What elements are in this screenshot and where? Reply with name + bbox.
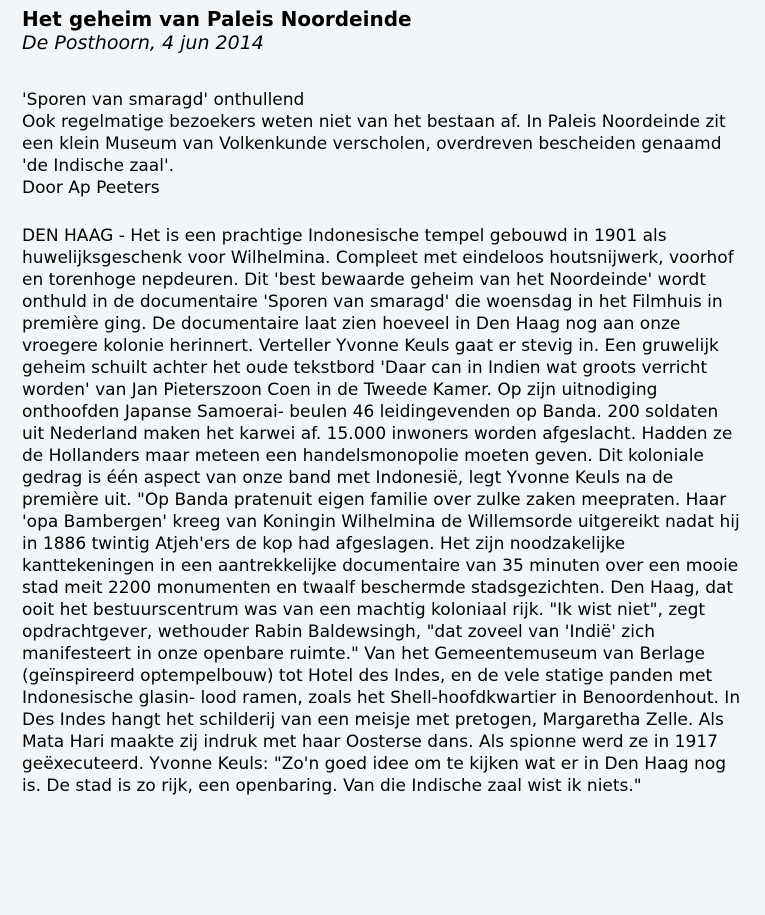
article-body: DEN HAAG - Het is een prachtige Indonesische tempel gebouwd in 1901 als huwelijksgeschenk voor Wilhelmina. Compleet met eindeloos houtsnijwerk, voorhof en torenhoge nepdeuren. Dit 'best bewaarde geheim van het Noordeinde' wordt onthuld in de documentaire 'Sporen van smaragd' die woensdag in het Filmhuis in première ging. De documentaire laat zien hoeveel in Den Haag nog aan onze vroegere kolonie herinnert. Verteller Yvonne Keuls gaat er stevig in. Een gruwelijk geheim schuilt achter het oude tekstbord 'Daar can in Indien wat groots verricht worden' van Jan Pieterszoon Coen in de Tweede Kamer. Op zijn uitnodiging onthoofden Japanse Samoerai- beulen 46 leidingevenden op Banda. 200 soldaten uit Nederland maken het karwei af. 15.000 inwoners worden afgeslacht. Hadden ze de Hollanders maar meteen een handelsmonopolie moeten geven. Dit koloniale gedrag is één aspect van onze band met Indonesië, legt Yvonne Keuls na de première uit. "Op Banda pratenuit eigen familie over zulke zaken meepraten. Haar 'opa Bambergen' kreeg van Koningin Wilhelmina de Willemsorde uitgereikt nadat hij in 1886 twintig Atjeh'ers de kop had afgeslagen. Het zijn noodzakelijke kanttekeningen in een aantrekkelijke documentaire van 35 minuten over een mooie stad meit 2200 monumenten en twaalf beschermde stadsgezichten. Den Haag, dat ooit het bestuurscentrum was van een machtig koloniaal rijk. "Ik wist niet", zegt opdrachtgever, wethouder Rabin Baldewsingh, "dat zoveel van 'Indië' zich manifesteert in onze openbare ruimte." Van het Gemeentemuseum van Berlage (geïnspireerd optempelbouw) tot Hotel des Indes, en de vele statige panden met Indonesische glasin- lood ramen, zoals het Shell-hoofdkwartier in Benoordenhout. In Des Indes hangt het schilderij van een meisje met pretogen, Margaretha Zelle. Als Mata Hari maakte zij indruk met haar Oosterse dans. Als spionne werd ze in 1917 geëxecuteerd. Yvonne Keuls: "Zo'n goed idee om te kijken wat er in Den Haag nog is. De stad is zo rijk, een openbaring. Van die Indische zaal wist ik niets." [22,226,741,796]
article-source: De Posthoorn, 4 jun 2014 [22,32,264,54]
intro-summary: Ook regelmatige bezoekers weten niet van het bestaan af. In Paleis Noordeinde zit een klein Museum van Volkenkunde verscholen, overdreven bescheiden genaamd 'de Indische zaal'. [22,112,726,176]
article-title: Het geheim van Paleis Noordeinde [22,7,412,31]
intro-byline: Door Ap Peeters [22,178,160,198]
article-intro [22,89,745,199]
intro-headline: 'Sporen van smaragd' onthullend [22,90,305,110]
article-header [22,7,745,55]
